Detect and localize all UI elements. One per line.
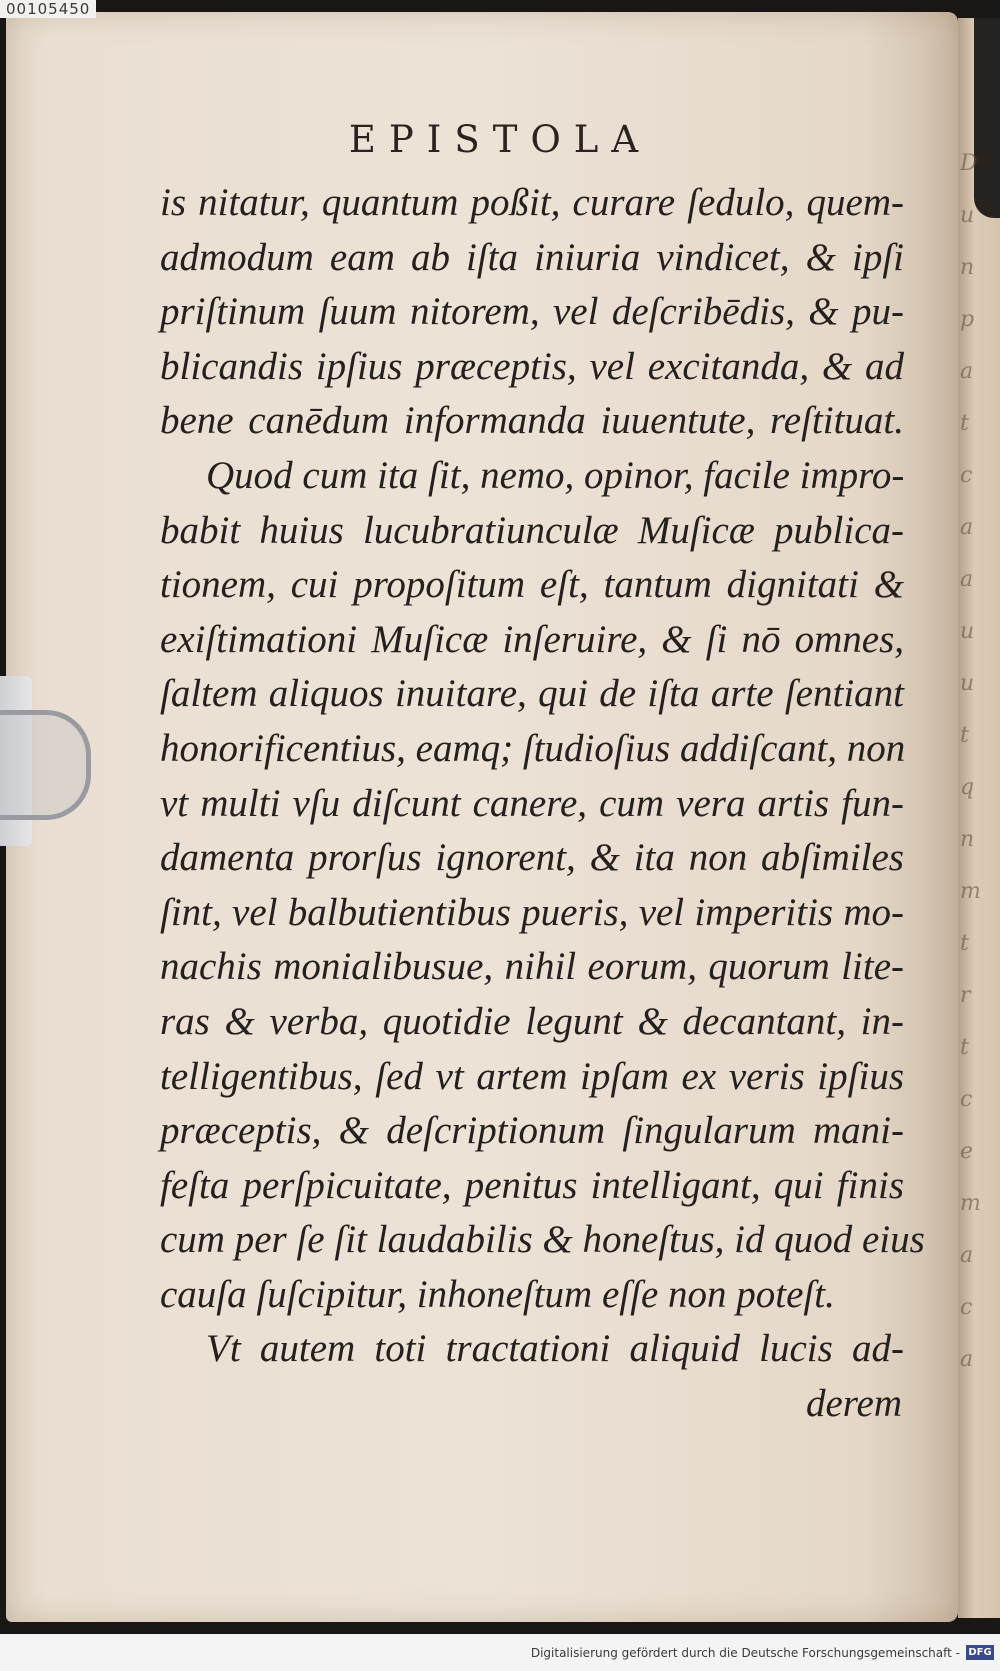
text-line: priſtinum ſuum nitorem, vel deſcribēdis, & pu- — [160, 290, 904, 334]
footer-credit: Digitalisierung gefördert durch die Deutsche Forschungsgemeinschaft - — [530, 1646, 960, 1660]
text-line: damenta prorſus ignorent, & ita non abſimiles — [160, 836, 904, 880]
text-line: is nitatur, quantum poßit, curare ſedulo, quem- — [160, 181, 904, 224]
text-line: babit huius lucubratiunculæ Muſicæ publica- — [160, 508, 904, 552]
catchword: derem — [805, 1382, 902, 1426]
running-header: EPISTOLA — [348, 118, 652, 161]
text-line: nachis monialibusue, nihil eorum, quorum lite- — [160, 945, 904, 989]
text-line: honorificentius, eamq; ſtudioſius addiſcant, non — [160, 726, 906, 770]
text-line: tionem, cui propoſitum eſt, tantum dignitati & — [160, 563, 904, 607]
text-line: bene canēdum informanda iuuentute, reſtituat. — [160, 399, 904, 443]
adjacent-page-text: D u n p a t c a a u u t q n m t r t c e m a c a — [960, 151, 981, 1372]
text-line: Quod cum ita ſit, nemo, opinor, facile impro- — [206, 453, 905, 497]
body-text — [160, 176, 925, 1432]
text-line: cum per ſe ſit laudabilis & honeſtus, id quod eius — [160, 1218, 925, 1262]
text-line: præceptis, & deſcriptionum ſingularum mani- — [160, 1109, 904, 1153]
text-line: Vt autem toti tractationi aliquid lucis ad- — [206, 1327, 904, 1371]
text-line: admodum eam ab iſta iniuria vindicet, & ipſi — [160, 235, 904, 279]
text-line: telligentibus, ſed vt artem ipſam ex veris ipſius — [160, 1054, 904, 1098]
dfg-logo: DFG — [966, 1645, 994, 1660]
text-line: cauſa ſuſcipitur, inhoneſtum eſſe non poteſt. — [160, 1272, 835, 1316]
text-line: exiſtimationi Muſicæ inſeruire, & ſi nō omnes, — [160, 617, 904, 661]
footer-bar — [0, 1634, 1000, 1671]
scan-id-label: 00105450 — [0, 0, 96, 18]
paper-clip — [0, 710, 91, 820]
adjacent-page-edge — [958, 18, 1000, 1618]
text-line: vt multi vſu diſcunt canere, cum vera artis fun- — [160, 781, 904, 825]
text-line: blicandis ipſius præceptis, vel excitanda, & ad — [160, 344, 904, 388]
text-line: ras & verba, quotidie legunt & decantant, in- — [160, 999, 904, 1043]
text-line: ſaltem aliquos inuitare, qui de iſta arte ſentiant — [160, 672, 904, 716]
text-line: feſta perſpicuitate, penitus intelligant, qui finis — [160, 1163, 904, 1207]
text-line: ſint, vel balbutientibus pueris, vel imperitis mo- — [160, 890, 904, 934]
